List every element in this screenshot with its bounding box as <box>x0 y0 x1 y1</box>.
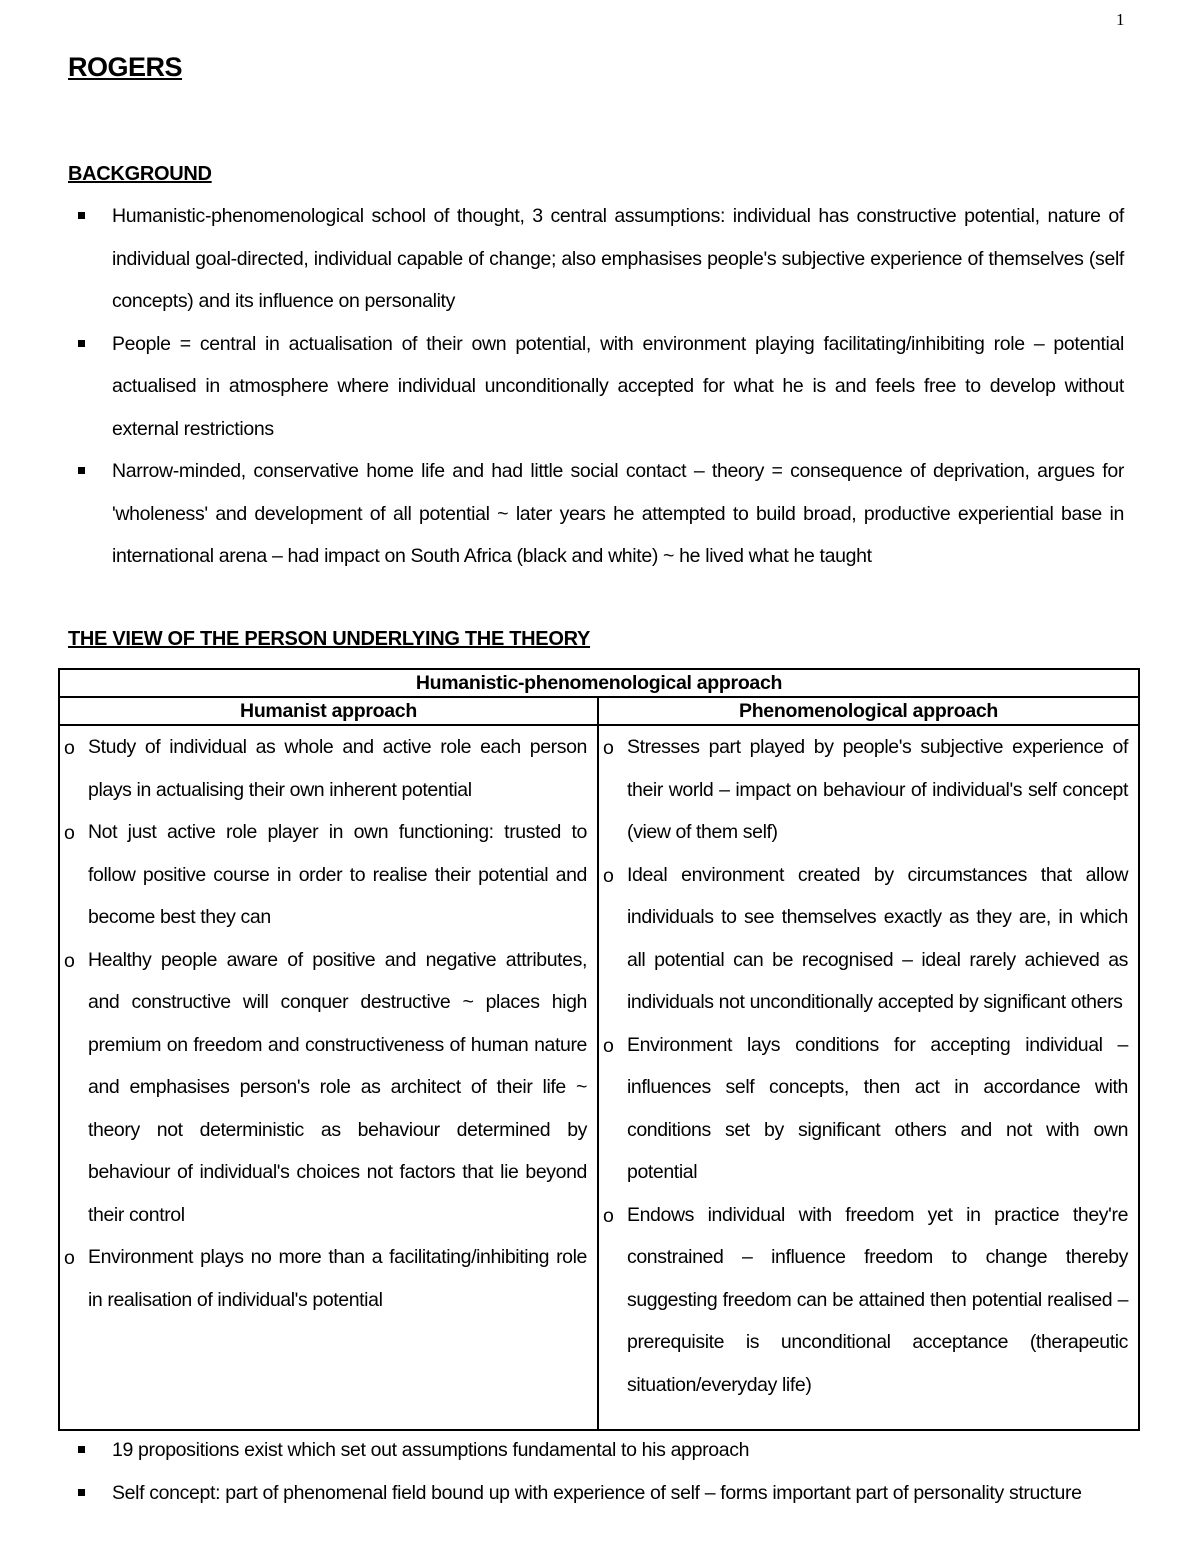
circle-bullet-icon: o <box>603 737 614 759</box>
circle-bullet-icon: o <box>603 1034 614 1057</box>
background-bullet-list <box>68 195 1124 578</box>
list-item <box>60 939 597 1237</box>
list-item <box>68 1429 1124 1472</box>
bullet-text: Humanistic-phenomenological school of thought, 3 central assumptions: individual has constructive potential, nature of individual goal-directed, individual capable of change; also emphasises people's subjective experience of themselves (self concepts) and its influence on personality <box>112 205 1124 312</box>
phenomenological-column <box>598 725 1139 1430</box>
page-number: 1 <box>1116 10 1125 29</box>
circle-bullet-icon: o <box>603 1204 614 1227</box>
item-text: Stresses part played by people's subjective experience of their world – impact on behaviour of individual's self concept (view of them self) <box>627 736 1129 843</box>
circle-bullet-icon: o <box>64 737 75 759</box>
item-text: Study of individual as whole and active role each person plays in actualising their own inherent potential <box>88 736 587 801</box>
bullet-text: 19 propositions exist which set out assumptions fundamental to his approach <box>112 1439 750 1461</box>
bullet-text: People = central in actualisation of their own potential, with environment playing facilitating/inhibiting role – potential actualised in atmosphere where individual unconditionally accepted for what he is and feels free to develop without external restrictions <box>112 332 1124 440</box>
square-bullet-icon <box>78 212 85 219</box>
left-column-header: Humanist approach <box>59 697 598 725</box>
view-heading: THE VIEW OF THE PERSON UNDERLYING THE THEORY <box>68 628 591 650</box>
square-bullet-icon <box>78 1489 85 1496</box>
circle-bullet-icon: o <box>64 1247 75 1269</box>
square-bullet-icon <box>78 340 85 347</box>
item-text: Ideal environment created by circumstances that allow individuals to see themselves exactly as they are, in which all potential can be recognised – ideal rarely achieved as individuals not unconditionally accepted by significant others <box>627 863 1129 1013</box>
document-title: ROGERS <box>68 52 183 82</box>
circle-bullet-icon: o <box>64 949 75 972</box>
background-heading: BACKGROUND <box>68 163 212 185</box>
list-item <box>599 726 1138 854</box>
approach-table <box>58 668 1140 1431</box>
list-item <box>68 323 1124 451</box>
list-item <box>60 811 597 939</box>
list-item <box>599 1194 1138 1407</box>
list-item <box>68 1472 1124 1515</box>
view-bullet-list <box>68 1429 1124 1514</box>
list-item <box>599 1024 1138 1194</box>
item-text: Endows individual with freedom yet in practice they're constrained – influence freedom to change thereby suggesting freedom can be attained then potential realised – prerequisite is unconditional acceptance (therapeutic situation/everyday life) <box>627 1203 1129 1396</box>
circle-bullet-icon: o <box>64 822 75 844</box>
list-item <box>60 726 597 811</box>
item-text: Healthy people aware of positive and negative attributes, and constructive will conquer destructive ~ places high premium on freedom and constructiveness of human nature and emphasises person's role as architect of their life ~ theory not deterministic as behaviour determined by behaviour of individual's choices not factors that lie beyond their control <box>88 948 587 1226</box>
right-column-header: Phenomenological approach <box>598 697 1139 725</box>
list-item <box>68 450 1124 578</box>
bullet-text: Self concept: part of phenomenal field bound up with experience of self – forms important part of personality structure <box>112 1481 1082 1504</box>
item-text: Environment plays no more than a facilitating/inhibiting role in realisation of individual's potential <box>88 1246 587 1311</box>
bullet-text: Narrow-minded, conservative home life and had little social contact – theory = consequence of deprivation, argues for 'wholeness' and development of all potential ~ later years he attempted to build broad, productive experiential base in international arena – had impact on South Africa (black and white) ~ he lived what he taught <box>112 460 1124 567</box>
square-bullet-icon <box>78 1446 85 1453</box>
table-title: Humanistic-phenomenological approach <box>59 669 1139 697</box>
humanist-column <box>59 725 598 1430</box>
list-item <box>60 1236 597 1321</box>
square-bullet-icon <box>78 467 85 474</box>
item-text: Not just active role player in own functioning: trusted to follow positive course in order to realise their potential and become best they can <box>88 821 587 928</box>
list-item <box>68 195 1124 323</box>
item-text: Environment lays conditions for accepting individual – influences self concepts, then act in accordance with conditions set by significant others and not with own potential <box>627 1033 1129 1183</box>
list-item <box>599 854 1138 1024</box>
circle-bullet-icon: o <box>603 864 614 887</box>
